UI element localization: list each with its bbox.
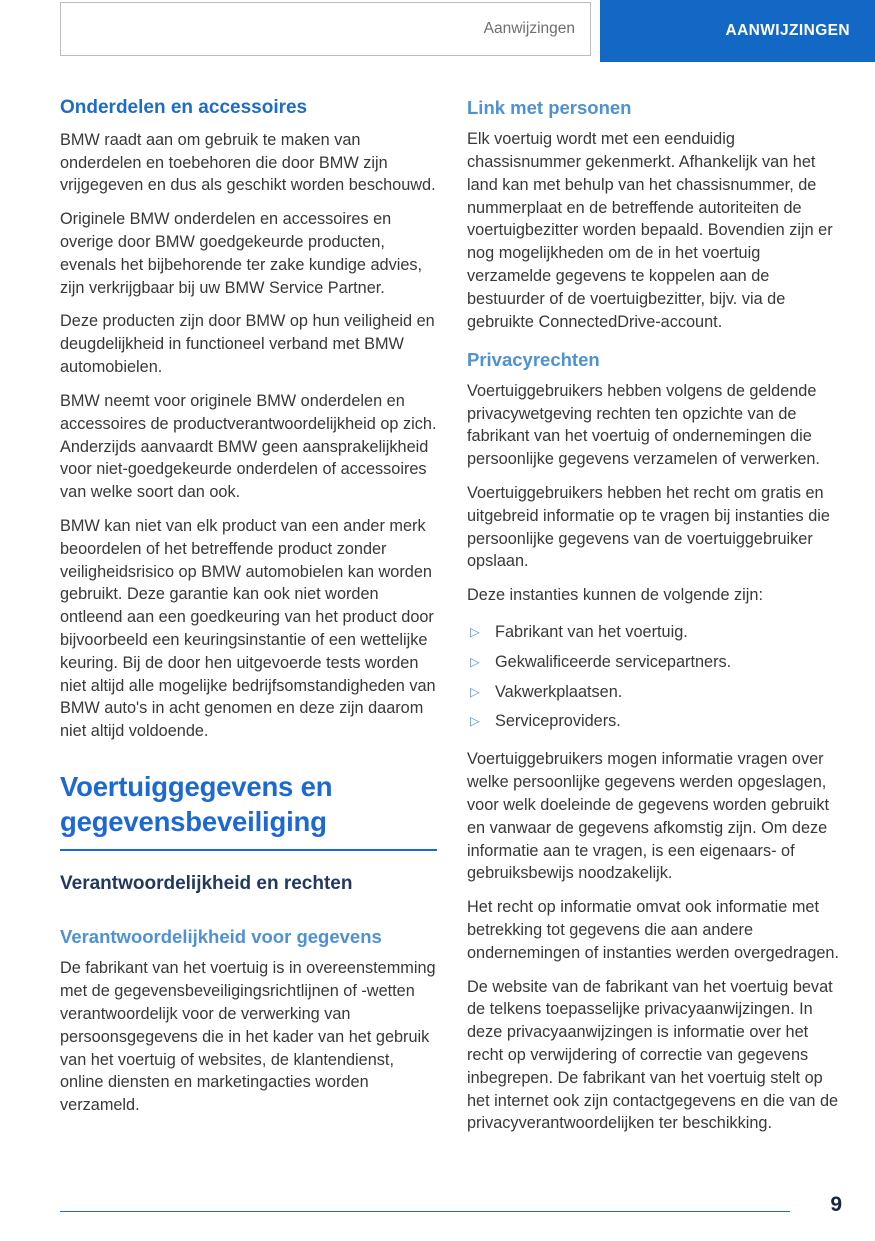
paragraph-parts-5: BMW kan niet van elk product van een ander merk beoordelen of het betreffende product zonder veiligheidsrisico op BMW automobielen kan worden gebruikt. Deze garantie kan ook niet worden ontleend aan een goedkeuring van het product door bijvoorbeeld een keuringsinstantie of een wettelijke keuring. Bij de door hen uitgevoerde tests worden niet altijd alle mogelijke bedrijfsomstandigheden van BMW auto's in acht genomen en deze zijn daarom niet altijd voldoende. <box>60 516 436 741</box>
list-item <box>467 648 844 678</box>
paragraph-privacy-4: Voertuiggebruikers mogen informatie vragen over welke persoonlijke gegevens werden opgeslagen, voor welk doeleinde de gegevens worden gebruikt en vanwaar de gegevens afkomstig zijn. Om deze informatie aan te vragen, is een eigenaars- of gebruiksbewijs noodzakelijk. <box>467 750 830 883</box>
header-tab-box <box>60 2 591 56</box>
chapter-title-rule <box>60 849 437 851</box>
left-column <box>60 97 437 1146</box>
list-item <box>467 678 844 708</box>
list-item <box>467 618 844 648</box>
paragraph-link-persons-1: Elk voertuig wordt met een eenduidig chassisnummer gekenmerkt. Afhankelijk van het land kan met behulp van het chassisnummer, de nummerplaat en de betreffende autoriteiten de voertuigbezitter worden bepaald. Bovendien zijn er nog mogelijkheden om de in het voertuig verzamelde gegevens te koppelen aan de bestuurder of de voertuigbezitter, bijv. via de gebruikte ConnectedDrive-account. <box>467 130 833 331</box>
chapter-title-voertuiggegevens: Voertuiggegevens en gegevensbeveiliging <box>60 771 333 837</box>
page-content <box>60 97 844 1146</box>
paragraph-data-responsibility-1: De fabrikant van het voertuig is in overeenstemming met de gegevensbeveiligingsrichtlijnen of -wetten verantwoordelijk voor de verwerking van persoonsgegevens die in het kader van het gebruik van het voertuig of websites, de klantendienst, online diensten en marketingacties worden verzameld. <box>60 959 436 1115</box>
subsection-title-link-met-personen: Link met personen <box>467 97 632 118</box>
paragraph-privacy-6: De website van de fabrikant van het voertuig bevat de telkens toepasselijke privacyaanwijzingen. In deze privacyaanwijzingen is informatie over het recht op verwijdering of correctie van gegevens inbegrepen. De fabrikant van het voertuig stelt op het internet ook zijn contactgegevens en die van de privacyverantwoordelijken ter beschikking. <box>467 977 839 1133</box>
paragraph-privacy-5: Het recht op informatie omvat ook informatie met betrekking tot gegevens die aan andere ondernemingen of instanties werden overgedragen. <box>467 898 840 962</box>
page-number: 9 <box>830 1193 842 1216</box>
triangle-bullet-icon: ▷ <box>470 714 480 729</box>
header-tab-label: Aanwijzingen <box>483 20 575 37</box>
paragraph-privacy-2: Voertuiggebruikers hebben het recht om gratis en uitgebreid informatie op te vragen bij instanties die persoonlijke gegevens van de voertuiggebruiker opslaan. <box>467 483 830 571</box>
list-item-label: Serviceproviders. <box>495 712 621 731</box>
triangle-bullet-icon: ▷ <box>470 654 480 669</box>
paragraph-parts-3: Deze producten zijn door BMW op hun veiligheid en deugdelijkheid in functioneel verband met BMW automobielen. <box>60 312 435 377</box>
paragraph-parts-4: BMW neemt voor originele BMW onderdelen en accessoires de productverantwoordelijkheid op zich. Anderzijds aanvaardt BMW geen aansprakelijkheid voor niet-goedgekeurde onderdelen of accessoires van welke soort dan ook. <box>60 391 437 502</box>
privacy-instances-list <box>467 618 844 737</box>
subsection-title-verantwoordelijkheid-voor-gegevens: Verantwoordelijkheid voor gegevens <box>60 926 382 948</box>
subsection-title-privacyrechten: Privacyrechten <box>467 348 600 370</box>
footer-rule <box>60 1211 790 1212</box>
list-item-label: Gekwalificeerde servicepartners. <box>495 652 732 671</box>
list-item-label: Fabrikant van het voertuig. <box>495 623 688 641</box>
chapter-banner-label: AANWIJZINGEN <box>725 22 850 39</box>
triangle-bullet-icon: ▷ <box>470 684 480 699</box>
chapter-banner <box>600 0 875 62</box>
paragraph-parts-2: Originele BMW onderdelen en accessoires en overige door BMW goedgekeurde producten, evenals het bijbehorende ter zake kundige advies, zijn verkrijgbaar bij uw BMW Service Partner. <box>60 210 423 297</box>
paragraph-privacy-3: Deze instanties kunnen de volgende zijn: <box>467 586 763 605</box>
paragraph-parts-1: BMW raadt aan om gebruik te maken van onderdelen en toebehoren die door BMW zijn vrijgegeven en dus als geschikt worden beschouwd. <box>60 130 436 195</box>
triangle-bullet-icon: ▷ <box>470 625 480 639</box>
paragraph-privacy-1: Voertuiggebruikers hebben volgens de geldende privacywetgeving rechten ten opzichte van de fabrikant van het voertuig of ondernemingen die persoonlijke gegevens verzamelen of verwerken. <box>467 381 820 469</box>
list-item-label: Vakwerkplaatsen. <box>495 682 623 701</box>
right-column <box>467 97 844 1146</box>
section-title-onderdelen-en-accessoires: Onderdelen en accessoires <box>60 97 308 118</box>
list-item <box>467 707 844 737</box>
section-title-verantwoordelijkheid-en-rechten: Verantwoordelijkheid en rechten <box>60 873 353 895</box>
